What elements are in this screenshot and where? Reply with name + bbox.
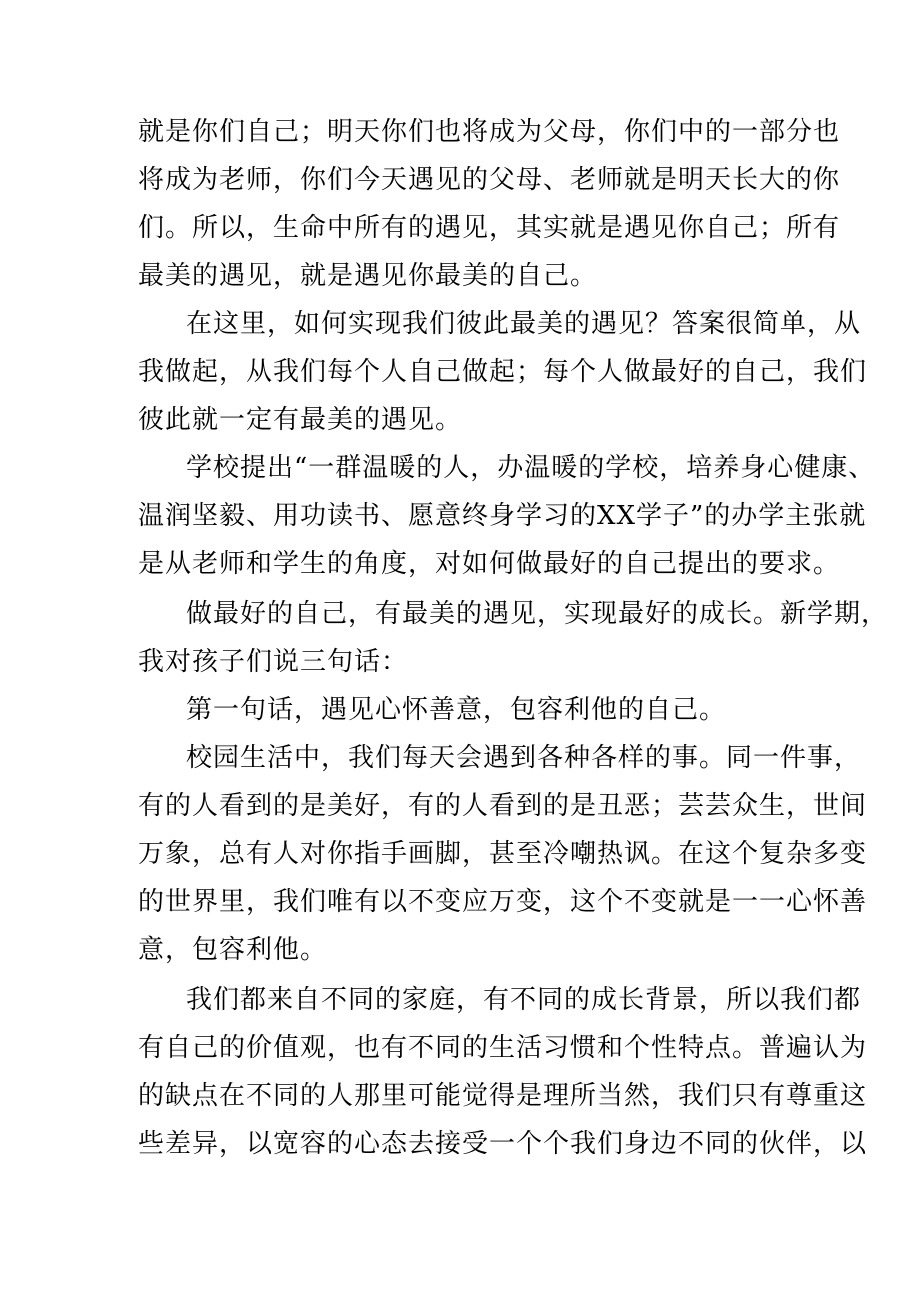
section-heading: 第一句话，遇见心怀善意，包容利他的自己。: [186, 695, 727, 725]
text-line: 我们都来自不同的家庭，有不同的成长背景，所以我们都: [186, 985, 862, 1015]
text-line: 就是你们自己；明天你们也将成为父母，你们中的一部分也: [138, 117, 841, 147]
text-line: 的世界里，我们唯有以不变应万变，这个不变就是一一心怀善: [138, 887, 868, 917]
text-line: 学校提出“一群温暖的人，办温暖的学校，培养身心健康、: [186, 453, 876, 483]
text-line: 有的人看到的是美好，有的人看到的是丑恶；芸芸众生，世间: [138, 791, 868, 821]
text-line: 有自己的价值观，也有不同的生活习惯和个性特点。普遍认为: [138, 1033, 868, 1063]
text-line: 们。所以，生命中所有的遇见，其实就是遇见你自己；所有: [138, 213, 841, 243]
text-line: 我做起，从我们每个人自己做起；每个人做最好的自己，我们: [138, 357, 868, 387]
text-line: 些差异，以宽容的心态去接受一个个我们身边不同的伙伴，以: [138, 1129, 868, 1159]
text-line: 最美的遇见，就是遇见你最美的自己。: [138, 261, 598, 291]
text-line: 做最好的自己，有最美的遇见，实现最好的成长。新学期，: [186, 599, 889, 629]
text-line: 校园生活中，我们每天会遇到各种各样的事。同一件事，: [186, 743, 862, 773]
text-line: 在这里，如何实现我们彼此最美的遇见？答案很简单，从: [186, 309, 862, 339]
text-line: 温润坚毅、用功读书、愿意终身学习的XX学子”的办学主张就: [138, 501, 867, 531]
text-line: 是从老师和学生的角度，对如何做最好的自己提出的要求。: [138, 549, 841, 579]
text-line: 我对孩子们说三句话：: [138, 647, 409, 677]
text-line: 意，包容利他。: [138, 935, 328, 965]
text-line: 将成为老师，你们今天遇见的父母、老师就是明天长大的你: [138, 165, 841, 195]
text-line: 万象，总有人对你指手画脚，甚至冷嘲热讽。在这个复杂多变: [138, 839, 868, 869]
text-line: 彼此就一定有最美的遇见。: [138, 405, 463, 435]
text-line: 的缺点在不同的人那里可能觉得是理所当然，我们只有尊重这: [138, 1081, 868, 1111]
